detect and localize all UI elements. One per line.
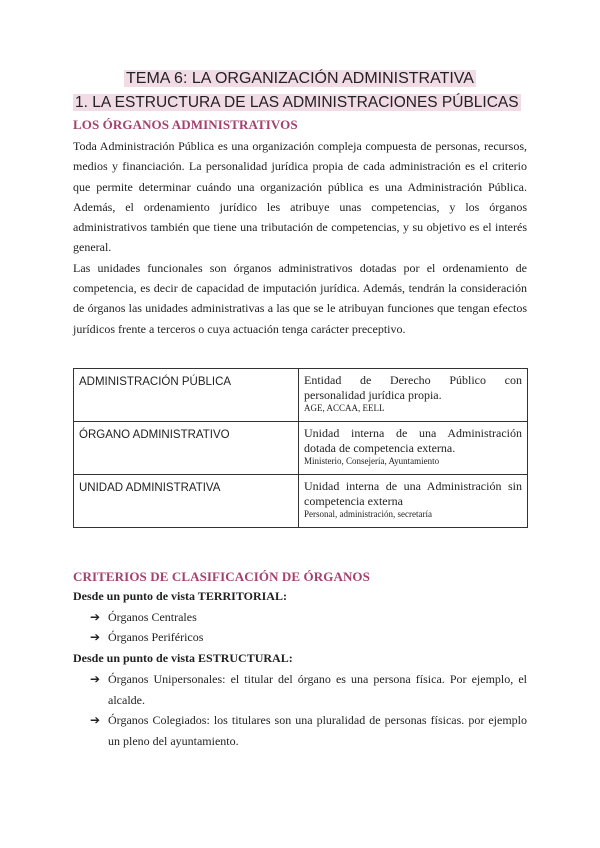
- list-item-text: Órganos Periféricos: [108, 630, 204, 644]
- document-title: [0, 70, 600, 88]
- definition-cell: [299, 475, 528, 528]
- territorial-label: Desde un punto de vista TERRITORIAL:: [73, 589, 287, 603]
- list-item-text: Órganos Centrales: [108, 610, 197, 624]
- paragraph: Toda Administración Pública es una organización compleja compuesta de personas, recursos, medios y financiación. La personalidad jurídica propia de cada administración es el criterio que permite determinar cuándo una organización pública es una Administración Pública. Además, el ordenamiento jurídico les atribuye unas competencias, y los órganos administrativos también que tiene una tributación de competencias, y su objetivo es el interés general.: [73, 139, 527, 255]
- definitions-table: [73, 368, 528, 528]
- term-cell: ÓRGANO ADMINISTRATIVO: [74, 422, 299, 475]
- list-item-text: Órganos Colegiados: los titulares son una pluralidad de personas físicas. por ejemplo un pleno del ayuntamiento.: [108, 713, 527, 748]
- paragraph: Las unidades funcionales son órganos administrativos dotadas por el ordenamiento de competencia, es decir de capacidad de imputación jurídica. Además, tendrán la consideración de órganos las unidades administrativas a las que se le atribuyan funciones que tengan efectos jurídicos frente a terceros o cuya actuación tenga carácter preceptivo.: [73, 260, 527, 336]
- body-text: [73, 136, 527, 339]
- list-item-text: Órganos Unipersonales: el titular del órgano es una persona física. Por ejemplo, el alcalde.: [108, 672, 527, 707]
- arrow-bullet-icon: ➔: [90, 672, 101, 686]
- section-heading: [73, 94, 521, 112]
- table-row: [74, 475, 528, 528]
- title-text: TEMA 6: LA ORGANIZACIÓN ADMINISTRATIVA: [126, 70, 474, 87]
- criterios-heading: CRITERIOS DE CLASIFICACIÓN DE ÓRGANOS: [73, 569, 370, 584]
- examples: Ministerio, Consejería, Ayuntamiento: [304, 456, 440, 466]
- estructural-label: Desde un punto de vista ESTRUCTURAL:: [73, 651, 293, 665]
- organos-heading: LOS ÓRGANOS ADMINISTRATIVOS: [73, 117, 298, 132]
- definition: Entidad de Derecho Público con personalidad jurídica propia.: [304, 373, 522, 402]
- table-row: [74, 422, 528, 475]
- section-heading-text: 1. LA ESTRUCTURA DE LAS ADMINISTRACIONES PÚBLICAS: [75, 94, 519, 111]
- examples: Personal, administración, secretaría: [304, 509, 432, 519]
- list-item: [90, 627, 527, 648]
- definition-cell: [299, 369, 528, 422]
- definition-cell: [299, 422, 528, 475]
- term-cell: UNIDAD ADMINISTRATIVA: [74, 475, 299, 528]
- term-cell: ADMINISTRACIÓN PÚBLICA: [74, 369, 299, 422]
- arrow-bullet-icon: ➔: [90, 630, 101, 644]
- definition: Unidad interna de una Administración dotada de competencia externa.: [304, 426, 522, 455]
- list-item: [90, 669, 527, 710]
- table-row: [74, 369, 528, 422]
- list-item: [90, 607, 527, 628]
- list-item: [90, 710, 527, 751]
- definition: Unidad interna de una Administración sin competencia externa: [304, 479, 522, 508]
- arrow-bullet-icon: ➔: [90, 610, 101, 624]
- arrow-bullet-icon: ➔: [90, 713, 101, 727]
- examples: AGE, ACCAA, EELL: [304, 403, 385, 413]
